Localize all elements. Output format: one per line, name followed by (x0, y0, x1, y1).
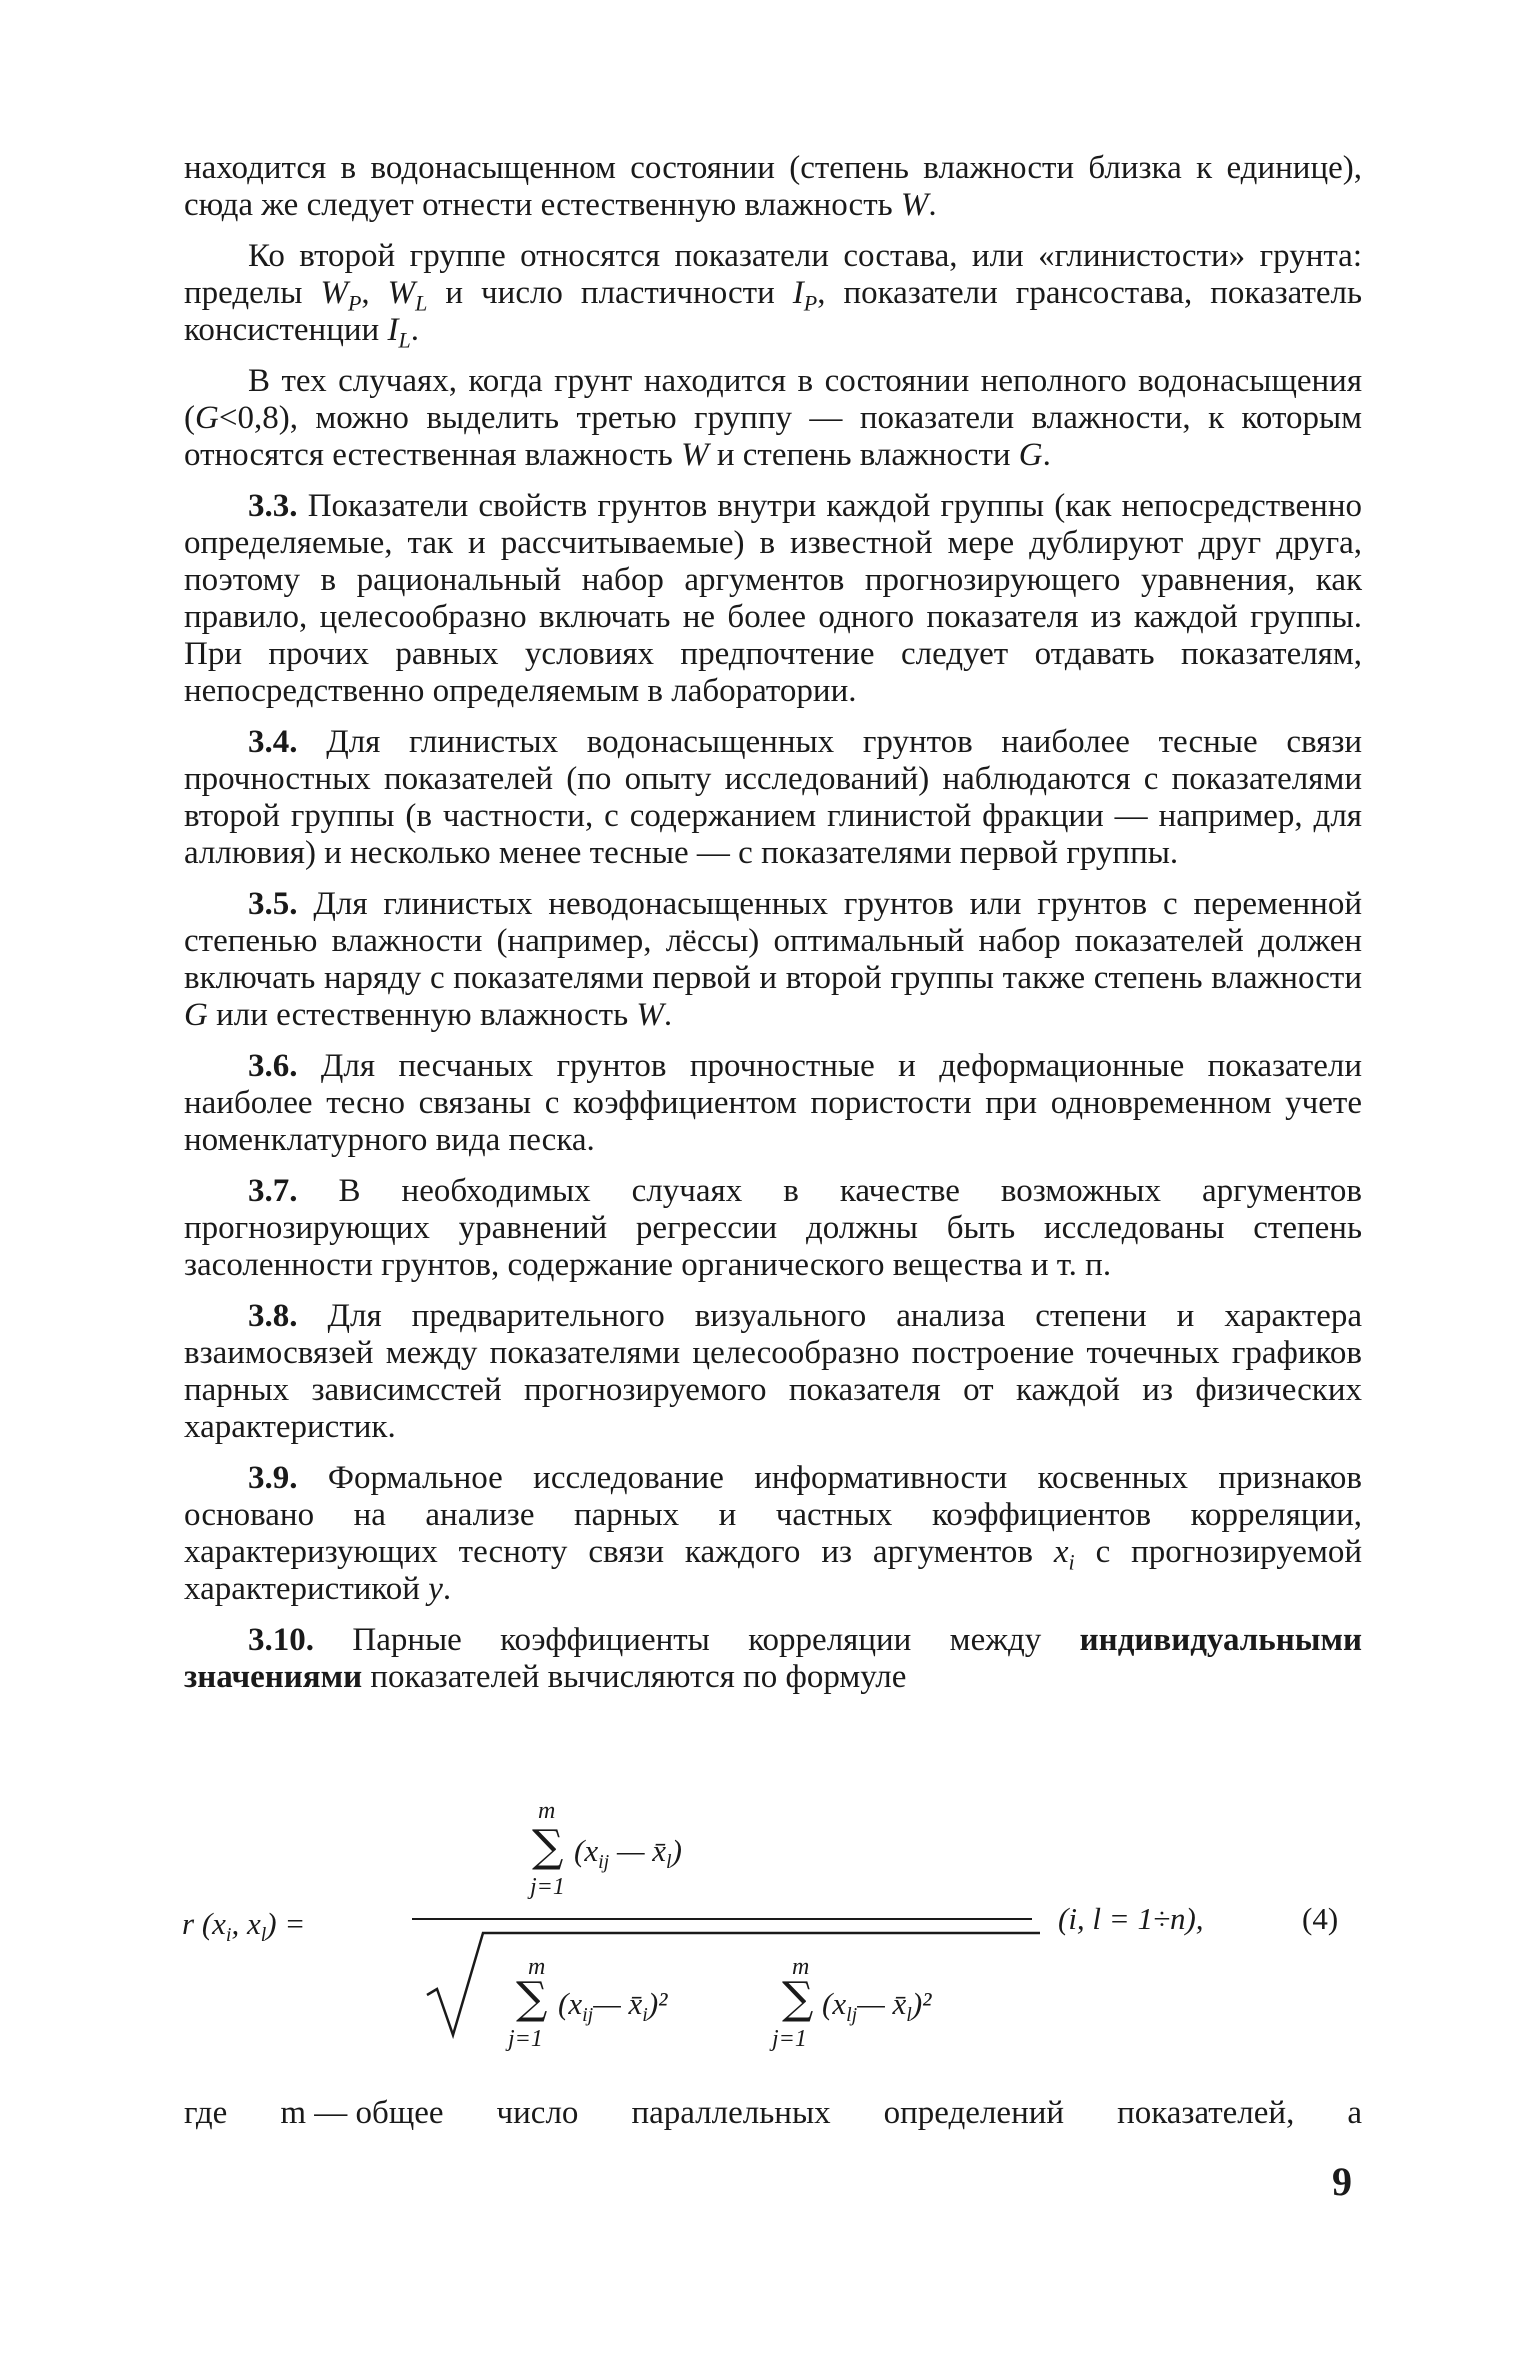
section-3-10: 3.10. Парные коэффициенты корреляции между индивидуальными значениями показателей вычисляются по формуле (184, 1622, 1363, 1695)
closing-line (184, 2095, 1362, 2132)
closing-word: параллельных (631, 2095, 831, 2131)
closing-word: где (184, 2095, 228, 2131)
section-3-6: 3.6. Для песчаных грунтов прочностные и деформационные показатели наиболее тесно связаны с коэффициентом пористости при одновременном учете номенклатурного вида песка. (184, 1048, 1363, 1158)
correlation-formula (0, 1795, 1534, 2065)
numerator-upper-limit: m (538, 1798, 556, 1824)
paragraph-1: находится в водонасыщенном состоянии (степень влажности близка к единице), сюда же следует отнести естественную влажность W. (184, 150, 1362, 223)
section-3-5: 3.5. Для глинистых неводонасыщенных грунтов или грунтов с переменной степенью влажности (например, лёссы) оптимальный набор показателей должен включать наряду с показателями первой и второй группы также степень влажности G или естественную влажность W. (184, 886, 1362, 1033)
closing-word: определений (883, 2095, 1065, 2131)
denominator-sum-sign-2: ∑ (782, 1973, 814, 2024)
section-3-9: 3.9. Формальное исследование информативности косвенных признаков основано на анализе парных и частных коэффициентов корреляции, характеризующих тесноту связи каждого из аргументов $x_i$ с прогнозируемой характеристикой y. (184, 1460, 1363, 1607)
section-3-3: 3.3. Показатели свойств грунтов внутри каждой группы (как непосредственно определяемые, так и рассчитываемые) в известной мере дублируют друг друга, поэтому в рациональный набор аргументов прогнозирующего уравнения, как правило, целесообразно включать не более одного показателя из каждой группы. При прочих равных условиях предпочтение следует отдавать показателям, непосредственно определяемым в лаборатории. (184, 488, 1362, 709)
numerator-term: ($x_{ij}$ — $x̄_l$) (574, 1833, 682, 1874)
section-3-7: 3.7. В необходимых случаях в качестве возможных аргументов прогнозирующих уравнений регрессии должны быть исследованы степень засоленности грунтов, содержание органического вещества и т. п. (184, 1173, 1363, 1283)
fraction-bar (412, 1918, 1032, 1920)
denominator-sum-sign-1: ∑ (516, 1973, 548, 2024)
numerator-sum-sign: ∑ (532, 1821, 564, 1872)
section-3-4: 3.4. Для глинистых водонасыщенных грунтов наиболее тесные связи прочностных показателей (по опыту исследований) наблюдаются с показателями второй группы (в частности, с содержанием глинистой фракции — например, для аллювия) и несколько менее тесные — с показателями первой группы. (184, 724, 1363, 871)
denominator-lower-limit-1: j=1 (508, 2026, 543, 2052)
formula-lhs: r ($x_i$, $x_l$) = (182, 1906, 306, 1947)
body-text (184, 150, 1362, 1710)
equation-number: (4) (1302, 1901, 1339, 1936)
index-range: (i, l = 1÷n), (1058, 1901, 1204, 1936)
denominator-term-1: ($x_{ij}—$ $x̄_i)^2$ (558, 1986, 668, 2027)
section-3-8: 3.8. Для предварительного визуального анализа степени и характера взаимосвязей между показателями целесообразно построение точечных графиков парных зависимсстей прогнозируемого показателя от каждой из физических характеристик. (184, 1298, 1362, 1445)
denominator-upper-limit-2: m (792, 1954, 810, 1980)
closing-word: число (496, 2095, 579, 2131)
closing-word: а (1347, 2095, 1362, 2131)
numerator-lower-limit: j=1 (530, 1874, 565, 1900)
denominator-term-2: ($x_{lj}—$ $x̄_l)^2$ (822, 1986, 932, 2027)
closing-word: m — общее (280, 2095, 444, 2131)
closing-word: показателей, (1117, 2095, 1295, 2131)
paragraph-3: В тех случаях, когда грунт находится в состоянии неполного водонасыщения (G<0,8), можно выделить третью группу — показатели влажности, к которым относятся естественная влажность W и степень влажности G. (184, 363, 1362, 473)
page-number: 9 (1332, 2159, 1352, 2204)
denominator-lower-limit-2: j=1 (772, 2026, 807, 2052)
paragraph-2: Ко второй группе относятся показатели состава, или «глинистости» грунта: пределы $W_P$, $W_L$ и число пластичности $I_P$, показатели грансостава, показатель консистенции $I_L$. (184, 238, 1363, 353)
denominator-upper-limit-1: m (528, 1954, 546, 1980)
